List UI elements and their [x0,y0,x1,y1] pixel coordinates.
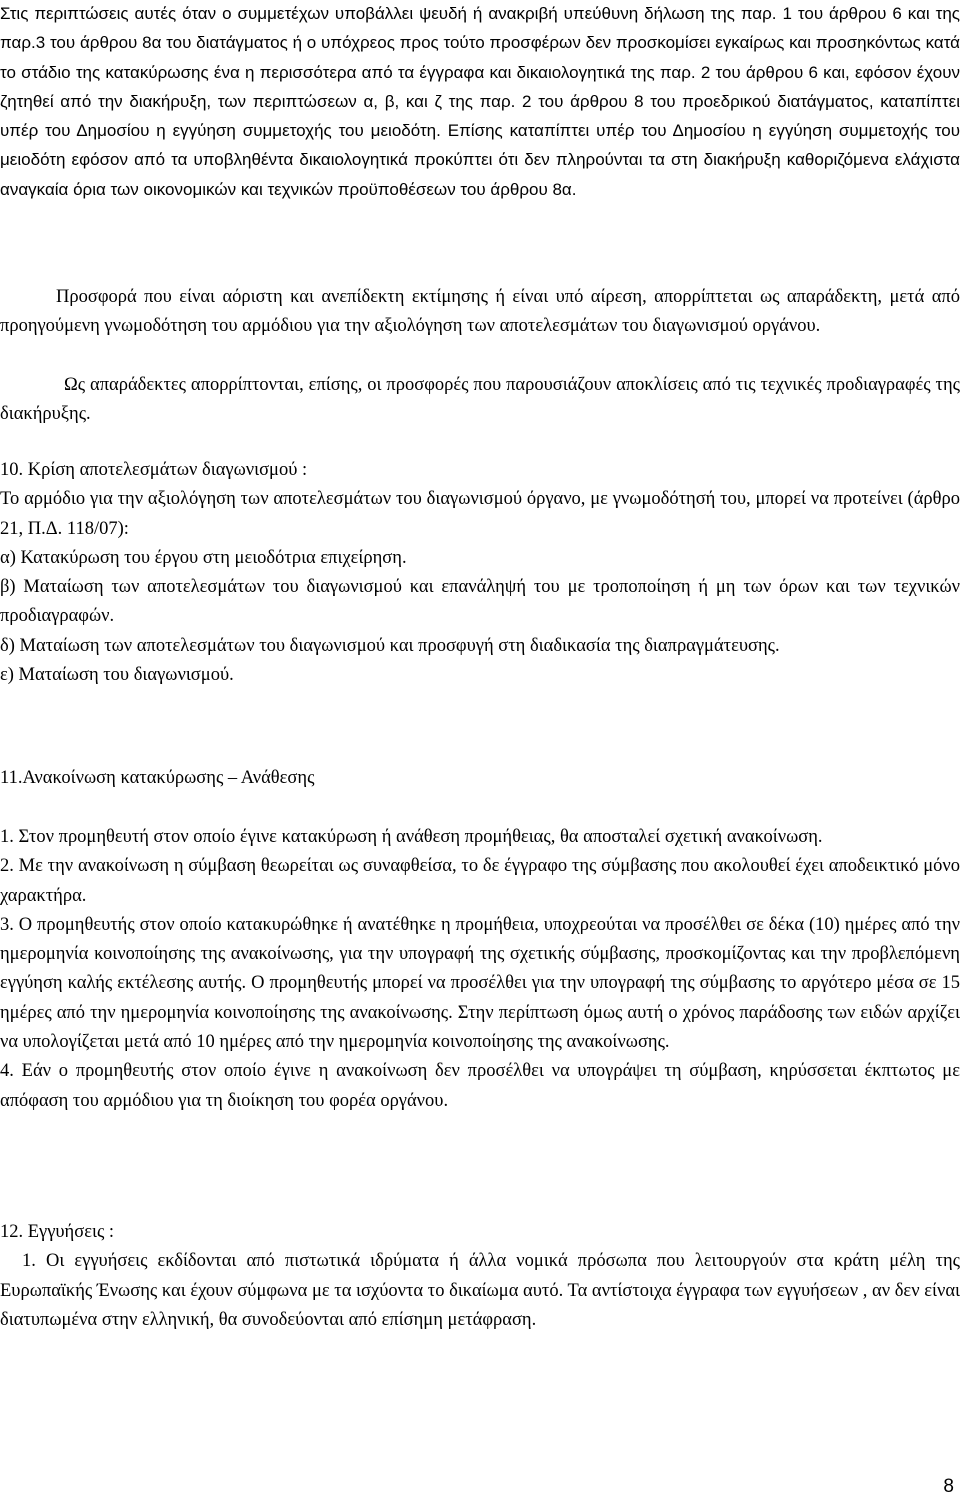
section-10-item-b: β) Ματαίωση των αποτελεσμάτων του διαγωνισμού και επανάληψή του με τροποποίηση ή μη των όρων και των τεχνικών προδιαγραφών. [0,577,960,627]
section-10-item-e: ε) Ματαίωση του διαγωνισμού. [0,665,234,686]
section-10-intro: Το αρμόδιο για την αξιολόγηση των αποτελεσμάτων του διαγωνισμού όργανο, με γνωμοδότησή του, μπορεί να προτείνει (άρθρο 21, Π.Δ. 118/07): [0,489,960,539]
page-number: 8 [943,1476,954,1497]
section-11-items [0,823,960,1116]
section-12-item-1: 1. Οι εγγυήσεις εκδίδονται από πιστωτικά ιδρύματα ή άλλα νομικά πρόσωπα που λειτουργούν στα κράτη μέλη της Ευρωπαϊκής Ένωσης και έχουν σύμφωνα με τα ισχύοντα το δικαίωμα αυτό. Τα αντίστοιχα έγγραφα των εγγυήσεων , αν δεν είναι διατυπωμένα στην ελληνική, θα συνοδεύονται από επίσημη μετάφραση. [0,1251,960,1330]
section-12-heading: 12. Εγγυήσεις : [0,1222,115,1242]
section-11 [0,764,960,793]
section-10-item-d: δ) Ματαίωση των αποτελεσμάτων του διαγωνισμού και προσφυγή στη διαδικασία της διαπραγμάτευσης. [0,635,780,656]
paragraph-2-text: Προσφορά που είναι αόριστη και ανεπίδεκτη εκτίμησης ή είναι υπό αίρεση, απορρίπτεται ως απαράδεκτη, μετά από προηγούμενη γνωμοδότηση του αρμόδιου για την αξιολόγηση των αποτελεσμάτων του διαγωνισμού οργάνου. [0,287,960,337]
paragraph-2 [0,283,960,342]
section-11-item-2: 2. Με την ανακοίνωση η σύμβαση θεωρείται ως συναφθείσα, το δε έγγραφο της σύμβασης που ακολουθεί έχει αποδεικτικό μόνο χαρακτήρα. [0,856,960,906]
section-11-item-1: 1. Στον προμηθευτή στον οποίο έγινε κατακύρωση ή ανάθεση προμήθειας, θα αποσταλεί σχετική ανακοίνωση. [0,827,823,847]
section-12 [0,1218,960,1335]
paragraph-3-text: Ως απαράδεκτες απορρίπτονται, επίσης, οι προσφορές που παρουσιάζουν αποκλίσεις από τις τεχνικές προδιαγραφές της διακήρυξης. [0,375,960,425]
section-11-item-4: 4. Εάν ο προμηθευτής στον οποίο έγινε η ανακοίνωση δεν προσέλθει να υπογράψει τη σύμβαση, κηρύσσεται έκπτωτος με απόφαση του αρμόδιου για τη διοίκηση του φορέα οργάνου. [0,1061,960,1111]
paragraph-1 [0,0,960,204]
section-11-heading: 11.Ανακοίνωση κατακύρωσης – Ανάθεσης [0,768,315,788]
section-10-item-a: α) Κατακύρωση του έργου στη μειοδότρια επιχείρηση. [0,547,407,568]
section-11-item-3: 3. Ο προμηθευτής στον οποίο κατακυρώθηκε ή ανατέθηκε η προμήθεια, υποχρεούται να προσέλθει σε δέκα (10) ημέρες από την ημερομηνία κοινοποίησης της ανακοίνωσης, για την υπογραφή της σχετικής σύμβασης, προσκομίζοντας και την προβλεπόμενη εγγύηση καλής εκτέλεσης αυτής. Ο προμηθευτής μπορεί να προσέλθει για την υπογραφή της σύμβασης το αργότερο μέσα σε 15 ημέρες από την ημερομηνία κοινοποίησης της ανακοίνωσης. Στην περίπτωση όμως αυτή ο χρόνος παράδοσης των ειδών αρχίζει να υπολογίζεται μετά από 10 ημέρες από την ημερομηνία κοινοποίησης της ανακοίνωσης. [0,914,960,1053]
section-10-heading: 10. Κρίση αποτελεσμάτων διαγωνισμού : [0,460,308,480]
paragraph-3 [0,371,960,430]
section-10 [0,456,960,690]
paragraph-1-text: Στις περιπτώσεις αυτές όταν ο συμμετέχων υποβάλλει ψευδή ή ανακριβή υπεύθυνη δήλωση της παρ. 1 του άρθρου 6 και της παρ.3 του άρθρου 8α του διατάγματος ή ο υπόχρεος προς τούτο προσφέρων δεν προσκομίσει εγκαίρως και προσηκόντως κατά το στάδιο της κατακύρωσης ένα η περισσότερα από τα έγγραφα και δικαιολογητικά της παρ. 2 του άρθρου 6 και, εφόσον έχουν ζητηθεί από την διακήρυξη, των περιπτώσεων α, β, και ζ της παρ. 2 του άρθρου 8 του προεδρικού διατάγματος, καταπίπτει υπέρ του Δημοσίου η εγγύηση συμμετοχής του μειοδότη. Επίσης καταπίπτει υπέρ του Δημοσίου η εγγύηση συμμετοχής του μειοδότη εφόσον από τα υποβληθέντα δικαιολογητικά προκύπτει ότι δεν πληρούνται τα στη διακήρυξη καθοριζόμενα ελάχιστα αναγκαία όρια των οικονομικών και τεχνικών προϋποθέσεων του άρθρου 8α. [0,4,960,199]
